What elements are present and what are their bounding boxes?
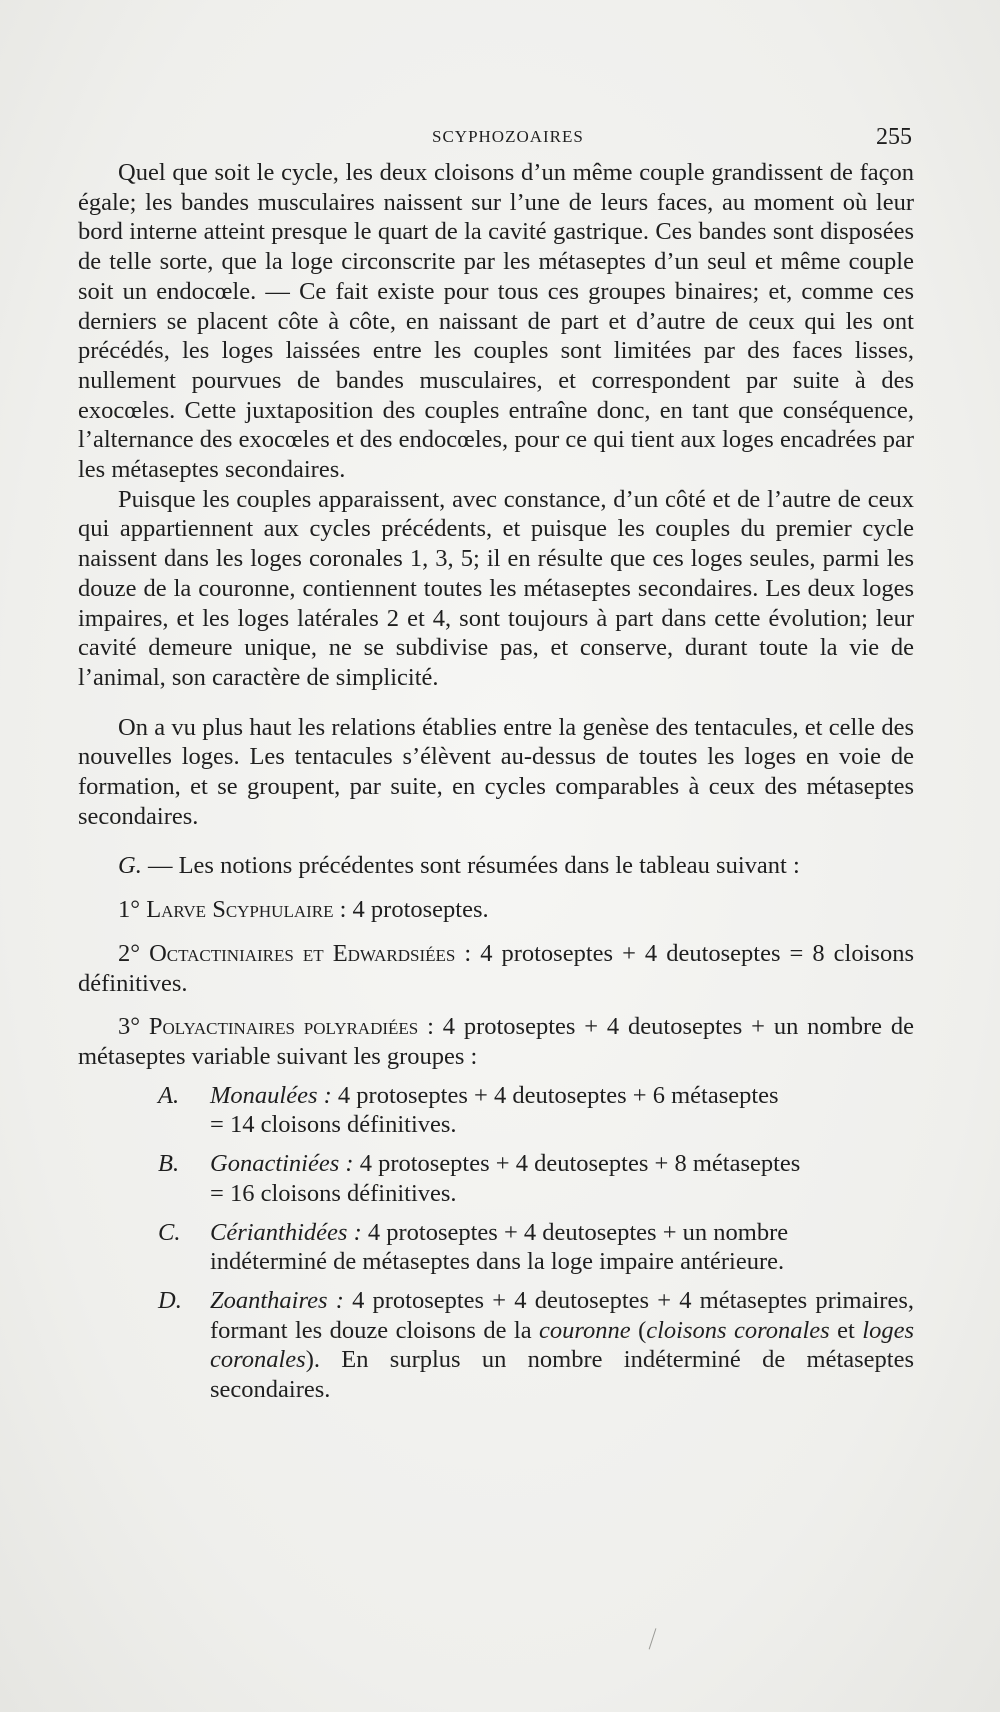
sub-item-c-line-1 — [210, 1218, 914, 1248]
item-3 — [78, 1012, 914, 1071]
sub-item-b-text-1: 4 protoseptes + 4 deutoseptes + 8 métaseptes — [353, 1150, 801, 1178]
paragraph-2: Puisque les couples apparaissent, avec constance, d’un côté et de l’autre de ceux qui appartiennent aux cycles précédents, et puisque les couples du premier cycle naissent dans les loges coronales 1, 3, 5; il en résulte que ces loges seules, parmi les douze de la couronne, contiennent toutes les métaseptes secondaires. Les deux loges impaires, et les loges latérales 2 et 4, sont toujours à part dans cette évolution; leur cavité demeure unique, ne se subdivise pas, et conserve, durant toute la vie de l’animal, son caractère de simplicité. — [78, 485, 914, 691]
sub-item-d-title: Zoanthaires : — [210, 1286, 344, 1314]
item-3-name: Polyactinaires polyradiées — [148, 1013, 419, 1041]
sub-item-d-text-c: et — [829, 1316, 863, 1344]
item-2-text: : 4 protoseptes + 4 deutoseptes = 8 cloisons définitives. — [78, 939, 914, 997]
item-1-number: 1° — [118, 896, 141, 924]
sub-item-b — [78, 1149, 914, 1208]
sub-item-c-title: Cérianthidées : — [210, 1218, 362, 1246]
summary-paragraph — [78, 851, 914, 881]
paragraph-3: On a vu plus haut les relations établies entre la genèse des tentacules, et celle des nouvelles loges. Les tentacules s’élèvent au-dessus de toutes les loges en voie de formation, et se groupent, par suite, en cycles comparables à ceux des métaseptes secondaires. — [78, 713, 914, 830]
sub-item-d-body — [210, 1286, 914, 1405]
item-2-name: Octactiniaires et Edwardsiées — [149, 939, 456, 967]
sub-item-a-title: Monaulées : — [210, 1081, 332, 1109]
sub-item-b-line-1 — [210, 1149, 914, 1179]
text-block — [78, 158, 914, 1405]
sub-item-c — [78, 1218, 914, 1277]
sub-item-a-line-1 — [210, 1081, 914, 1111]
sub-item-d-text-d: ). En surplus un nombre indéterminé de métaseptes secondaires. — [210, 1346, 914, 1404]
stray-pencil-mark — [649, 1628, 658, 1650]
sub-item-b-title: Gonactiniées : — [210, 1150, 354, 1178]
sub-item-c-line-2: indéterminé de métaseptes dans la loge impaire antérieure. — [210, 1248, 785, 1276]
sub-item-d-text-a: 4 protoseptes + 4 deutoseptes + 4 métaseptes primaires, formant les douze cloisons de la — [210, 1286, 914, 1344]
sub-item-a-text-1: 4 protoseptes + 4 deutoseptes + 6 métaseptes — [331, 1081, 779, 1109]
sub-item-d-letter: D. — [158, 1286, 182, 1314]
running-head — [0, 124, 1000, 152]
sub-item-b-line-2: = 16 cloisons définitives. — [210, 1179, 457, 1207]
sub-item-d-italic-c: loges coronales — [210, 1316, 914, 1374]
summary-text: — Les notions précédentes sont résumées dans le tableau suivant : — [141, 852, 800, 880]
sub-item-d-italic-a: couronne — [539, 1316, 631, 1344]
item-1 — [78, 895, 914, 925]
sub-item-b-letter: B. — [158, 1150, 180, 1178]
sub-item-a-letter: A. — [158, 1081, 180, 1109]
item-1-text: : 4 protoseptes. — [333, 896, 489, 924]
sub-item-d — [78, 1286, 914, 1405]
page-number: 255 — [876, 124, 912, 150]
sub-item-c-letter: C. — [158, 1218, 181, 1246]
sub-item-d-italic-b: cloisons coronales — [646, 1316, 830, 1344]
paragraph-1: Quel que soit le cycle, les deux cloisons d’un même couple grandissent de façon égale; les bandes musculaires naissent sur l’une de leurs faces, au moment où leur bord interne atteint presque le quart de la cavité gastrique. Ces bandes sont disposées de telle sorte, que la loge circonscrite par les métaseptes d’un seul et même couple soit un endocœle. — Ce fait existe pour tous ces groupes binaires; et, comme ces derniers se placent côte à côte, en naissant de part et d’autre de ceux qui les ont précédés, les loges laissées entre les couples sont limitées par des faces lisses, nullement pourvues de bandes musculaires, et correspondent par suite à des exocœles. Cette juxtaposition des couples entraîne donc, en tant que conséquence, l’alternance des exocœles et des endocœles, pour ce qui tient aux loges encadrées par les métaseptes secondaires. — [78, 159, 914, 484]
item-3-text: : 4 protoseptes + 4 deutoseptes + un nombre de métaseptes variable suivant les groupes : — [78, 1013, 914, 1070]
running-title: SCYPHOZOAIRES — [432, 127, 584, 146]
item-1-name: Larve Scyphulaire — [146, 896, 334, 924]
sub-item-a-line-2: = 14 cloisons définitives. — [210, 1111, 457, 1139]
sub-item-d-text-b: ( — [630, 1316, 647, 1344]
sub-item-a — [78, 1081, 914, 1140]
sub-item-c-text-1: 4 protoseptes + 4 deutoseptes + un nombre — [361, 1218, 789, 1246]
item-2 — [78, 939, 914, 998]
summary-label: G. — [118, 852, 142, 880]
item-3-number: 3° — [118, 1013, 141, 1041]
item-2-number: 2° — [118, 939, 141, 967]
